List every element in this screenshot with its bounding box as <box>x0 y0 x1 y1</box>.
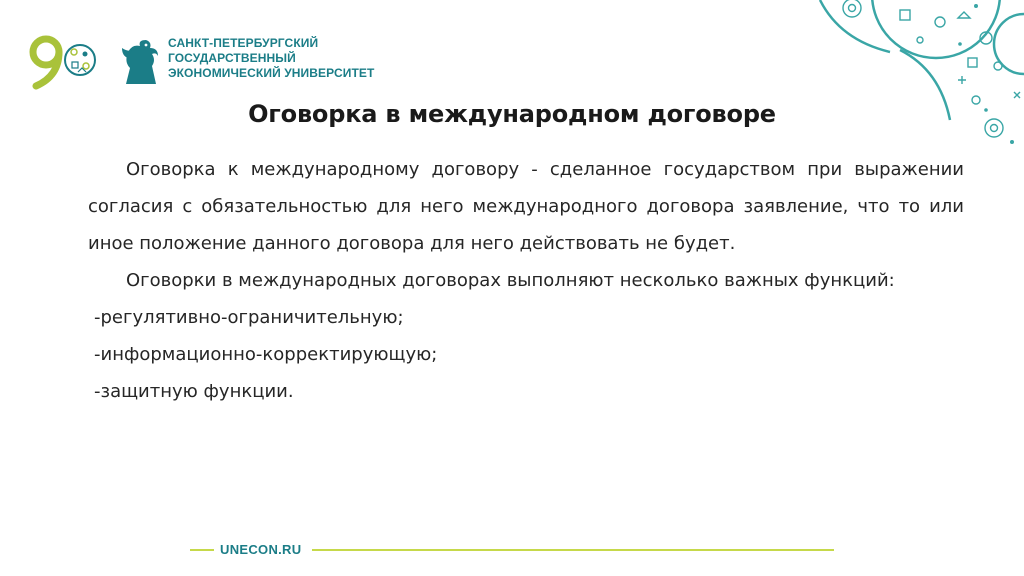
list-item: -регулятивно-ограничительную; <box>94 307 404 328</box>
body-paragraph: Оговорки в международных договорах выполняют несколько важных функций: <box>126 270 895 291</box>
university-name-line: САНКТ-ПЕТЕРБУРГСКИЙ <box>168 36 319 50</box>
list-item: -информационно-корректирующую; <box>94 344 438 365</box>
body-paragraph: Оговорка к международному договору - сделанное государством при выражении согласия с обязательностью для него международного договора заявление, что то или иное положение данного договора для него действовать не будет. <box>88 159 964 254</box>
university-name-line: ЭКОНОМИЧЕСКИЙ УНИВЕРСИТЕТ <box>168 66 375 80</box>
university-name <box>168 36 375 81</box>
footer-divider <box>312 549 834 551</box>
footer-site-link[interactable]: UNECON.RU <box>220 542 302 557</box>
decorative-circles-pattern <box>800 0 1024 160</box>
university-name-line: ГОСУДАРСТВЕННЫЙ <box>168 51 296 65</box>
list-item: -защитную функции. <box>94 381 294 402</box>
footer-divider <box>190 549 214 551</box>
anniversary-90-logo-icon <box>28 34 98 90</box>
slide-title: Оговорка в международном договоре <box>248 100 776 128</box>
footer <box>190 540 834 560</box>
griffin-emblem-icon <box>120 38 162 86</box>
university-logo <box>28 32 375 92</box>
slide-body <box>88 151 964 410</box>
